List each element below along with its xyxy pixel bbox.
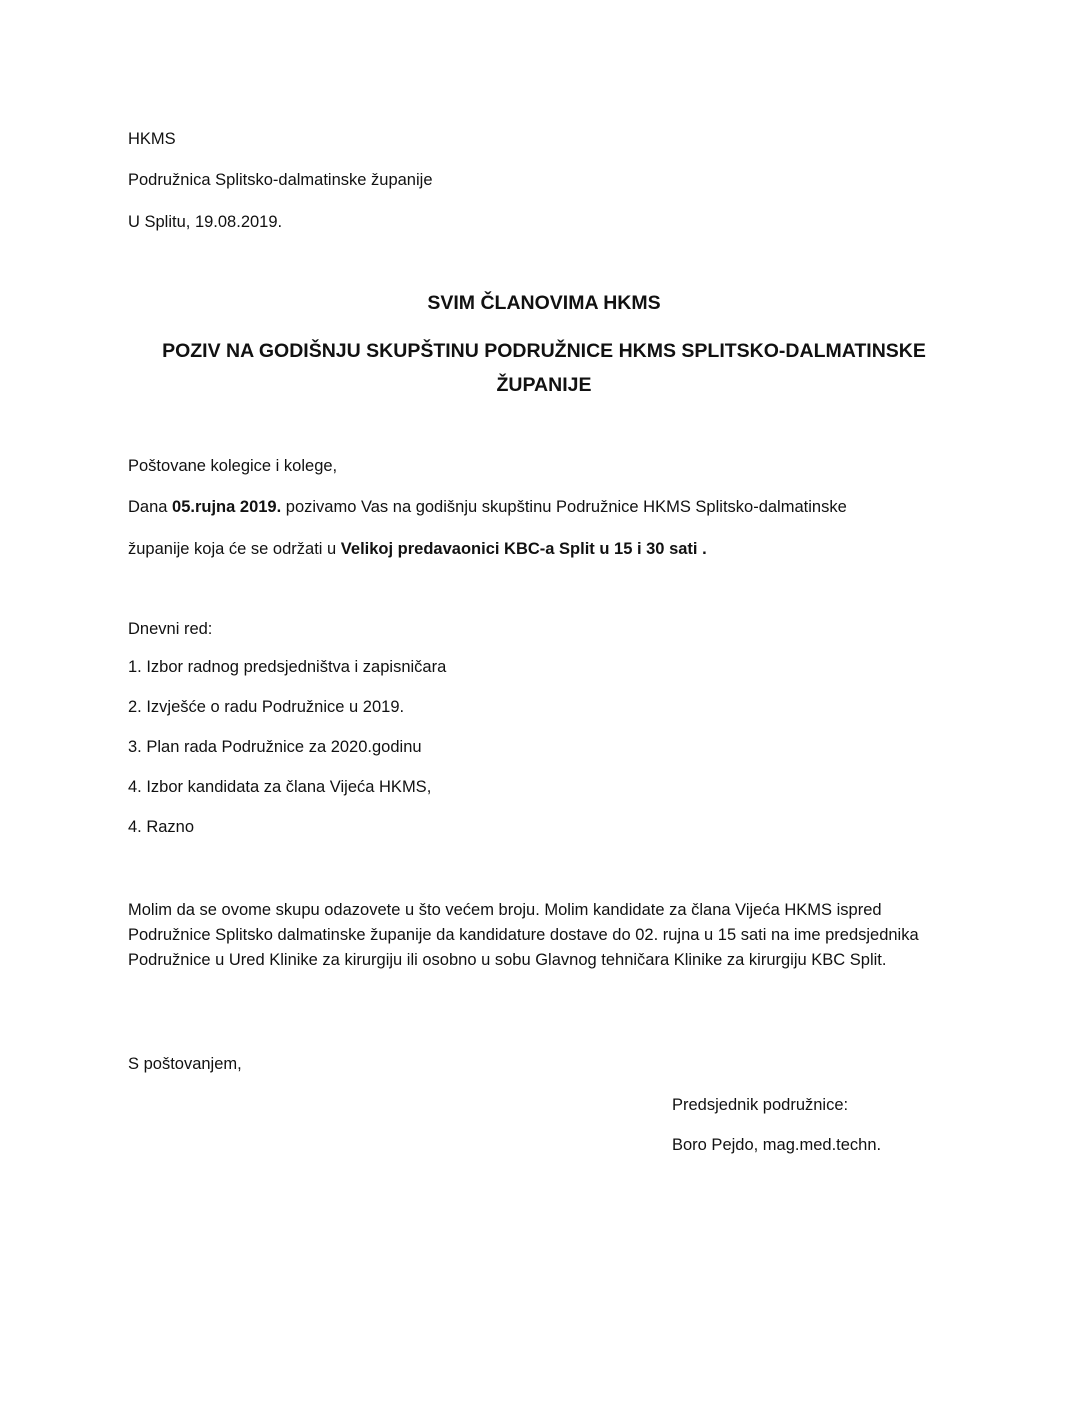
invitation-title-line2: ŽUPANIJE xyxy=(496,374,592,396)
branch-name: Podružnica Splitsko-dalmatinske županije xyxy=(128,171,433,189)
invitation-line2 xyxy=(128,540,707,560)
invitation-title-line1: POZIV NA GODIŠNJU SKUPŠTINU PODRUŽNICE HKMS SPLITSKO-DALMATINSKE xyxy=(162,340,926,362)
agenda-title: Dnevni red: xyxy=(128,620,213,638)
closing-paragraph: Molim da se ovome skupu odazovete u što većem broju. Molim kandidate za člana Vijeća HKMS ispred Podružnice Splitsko dalmatinske županije da kandidature dostave do 02. rujna u 15 sati na ime predsjednika Podružnice u Ured Klinike za kirurgiju ili osobno u sobu Glavnog tehničara Klinike za kirurgiju KBC Split. xyxy=(128,901,919,969)
recipients-title: SVIM ČLANOVIMA HKMS xyxy=(427,292,661,314)
org-name: HKMS xyxy=(128,130,176,148)
greeting: Poštovane kolegice i kolege, xyxy=(128,457,338,475)
agenda-item: 1. Izbor radnog predsjedništva i zapisničara xyxy=(128,658,447,676)
meeting-place-time: Velikoj predavaonici KBC-a Split u 15 i 30 sati . xyxy=(340,540,707,558)
invitation-line1-a: Dana xyxy=(128,498,173,516)
invitation-line1-b: pozivamo Vas na godišnju skupštinu Podružnice HKMS Splitsko-dalmatinske xyxy=(281,498,847,516)
meeting-date: 05.rujna 2019. xyxy=(172,498,282,516)
signature-role: Predsjednik podružnice: xyxy=(672,1096,849,1114)
invitation-line1 xyxy=(128,498,847,518)
regards: S poštovanjem, xyxy=(128,1055,242,1073)
agenda-item: 4. Razno xyxy=(128,818,195,836)
agenda-item: 4. Izbor kandidata za člana Vijeća HKMS, xyxy=(128,778,432,796)
signature-name: Boro Pejdo, mag.med.techn. xyxy=(672,1136,882,1154)
agenda-item: 2. Izvješće o radu Podružnice u 2019. xyxy=(128,698,405,716)
place-date: U Splitu, 19.08.2019. xyxy=(128,213,283,231)
agenda-item: 3. Plan rada Podružnice za 2020.godinu xyxy=(128,738,422,756)
invitation-line2-a: županije koja će se održati u xyxy=(128,540,341,558)
